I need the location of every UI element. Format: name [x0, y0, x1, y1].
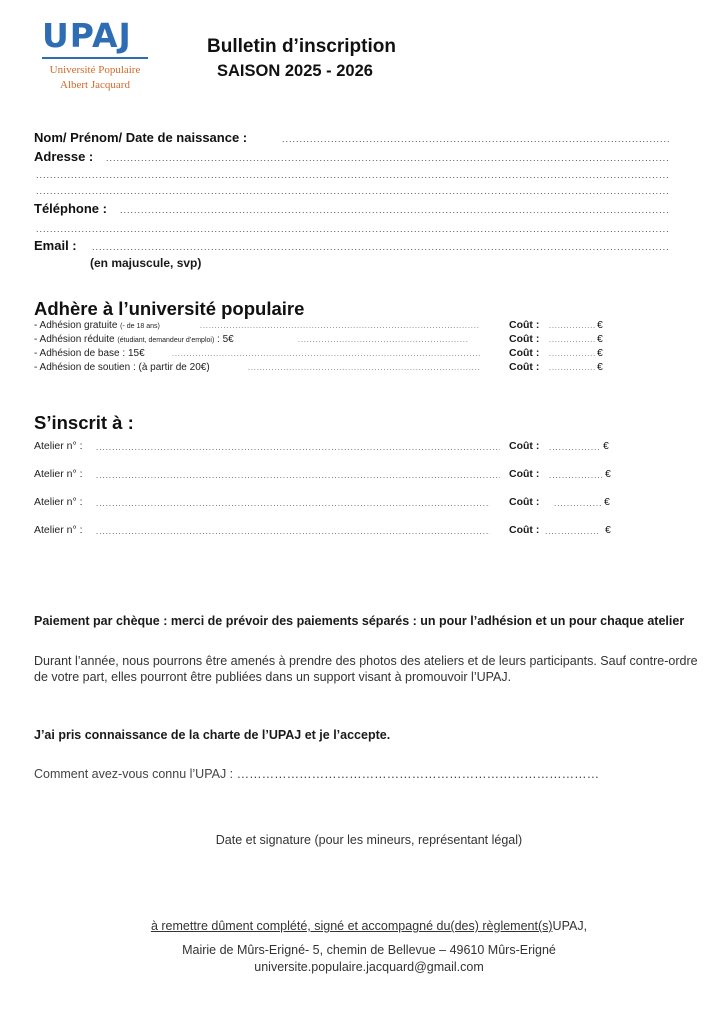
logo-subtitle-line2: Albert Jacquard: [60, 79, 130, 91]
membership-item-label: - Adhésion de soutien : (à partir de 20€): [34, 362, 210, 373]
membership-item-note: (- de 18 ans): [120, 323, 160, 330]
workshop-number-input[interactable]: [96, 527, 490, 536]
euro-sign: €: [604, 496, 610, 508]
euro-sign: €: [597, 319, 603, 331]
workshop-cost-input[interactable]: [549, 443, 601, 452]
footer-email[interactable]: universite.populaire.jacquard@gmail.com: [254, 960, 484, 974]
email-input-line[interactable]: [92, 242, 670, 252]
workshop-number-label: Atelier n° :: [34, 524, 83, 536]
membership-cost-label: Coût :: [509, 333, 540, 345]
workshop-number-label: Atelier n° :: [34, 468, 83, 480]
membership-cost-label: Coût :: [509, 361, 540, 373]
membership-item: [34, 362, 210, 373]
workshops-heading: S’inscrit à :: [34, 412, 134, 433]
membership-dots: [248, 365, 480, 372]
referral-field[interactable]: Comment avez-vous connu l’UPAJ : ……………………………………………………………………………: [34, 767, 600, 781]
membership-item-label: - Adhésion de base :: [34, 348, 128, 359]
return-suffix: UPAJ,: [552, 919, 588, 933]
workshop-cost-label: Coût :: [509, 468, 540, 480]
name-input-line[interactable]: [282, 134, 670, 144]
membership-dots: [200, 323, 480, 330]
address-label: Adresse :: [34, 149, 94, 164]
membership-item-label: - Adhésion réduite: [34, 334, 118, 345]
payment-note: Paiement par chèque : merci de prévoir des paiements séparés : un pour l’adhésion et un pour chaque atelier: [34, 614, 685, 628]
return-text: à remettre dûment complété, signé et accompagné du(des) règlement(s): [150, 919, 553, 933]
membership-cost-input[interactable]: [549, 337, 595, 344]
address-input-line-1[interactable]: [106, 153, 670, 163]
phone-label: Téléphone :: [34, 201, 107, 216]
logo-subtitle-line1: Université Populaire: [49, 64, 141, 76]
workshop-cost-input[interactable]: [549, 471, 603, 480]
membership-item-suffix: 15€: [127, 348, 145, 359]
address-input-line-3[interactable]: [36, 186, 670, 196]
euro-sign: €: [597, 361, 603, 373]
membership-cost-label: Coût :: [509, 319, 540, 331]
season-label: SAISON 2025 - 2026: [217, 62, 373, 80]
workshop-cost-label: Coût :: [509, 524, 540, 536]
workshop-cost-label: Coût :: [509, 496, 540, 508]
membership-item: [34, 334, 234, 345]
workshop-cost-label: Coût :: [509, 440, 540, 452]
membership-dots: [298, 337, 468, 344]
workshop-cost-input[interactable]: [554, 499, 602, 508]
membership-item-label: - Adhésion gratuite: [34, 320, 121, 331]
euro-sign: €: [603, 440, 609, 452]
membership-cost-label: Coût :: [509, 347, 540, 359]
return-instructions: [0, 919, 724, 933]
euro-sign: €: [605, 468, 611, 480]
signature-label: Date et signature (pour les mineurs, représentant légal): [215, 833, 523, 847]
workshop-number-input[interactable]: [96, 443, 500, 452]
membership-cost-input[interactable]: [549, 323, 595, 330]
membership-item-note: (étudiant, demandeur d’emploi): [117, 337, 215, 344]
name-label: Nom/ Prénom/ Date de naissance :: [34, 130, 248, 145]
euro-sign: €: [597, 333, 603, 345]
membership-heading: Adhère à l’université populaire: [34, 298, 305, 319]
phone-input-line-2[interactable]: [36, 224, 670, 234]
workshop-cost-input[interactable]: [545, 527, 599, 536]
phone-input-line-1[interactable]: [120, 205, 670, 215]
workshop-number-label: Atelier n° :: [34, 440, 83, 452]
membership-cost-input[interactable]: [549, 351, 595, 358]
euro-sign: €: [597, 347, 603, 359]
workshop-number-input[interactable]: [96, 499, 490, 508]
euro-sign: €: [605, 524, 611, 536]
email-label: Email :: [34, 238, 77, 253]
workshop-number-label: Atelier n° :: [34, 496, 83, 508]
footer-address: Mairie de Mûrs-Erigné- 5, chemin de Bellevue – 49610 Mûrs-Erigné: [182, 943, 556, 957]
membership-item: [34, 320, 160, 331]
membership-item: [34, 348, 145, 359]
address-input-line-2[interactable]: [36, 170, 670, 180]
email-hint: (en majuscule, svp): [90, 256, 202, 270]
workshop-number-input[interactable]: [96, 471, 500, 480]
charter-acceptance: J’ai pris connaissance de la charte de l’UPAJ et je l’accepte.: [34, 728, 391, 742]
membership-dots: [172, 351, 480, 358]
upaj-logo: UPAJ: [42, 16, 132, 55]
photo-consent-text: Durant l’année, nous pourrons être amenés à prendre des photos des ateliers et de leurs participants. Sauf contre-ordre de votre part, elles pourront être publiées dans un support visant à promouvoir l’UPAJ.: [34, 654, 698, 684]
membership-item-suffix: : 5€: [214, 334, 234, 345]
page-title: Bulletin d’inscription: [207, 36, 396, 57]
logo-divider: [42, 57, 148, 59]
membership-cost-input[interactable]: [549, 365, 595, 372]
